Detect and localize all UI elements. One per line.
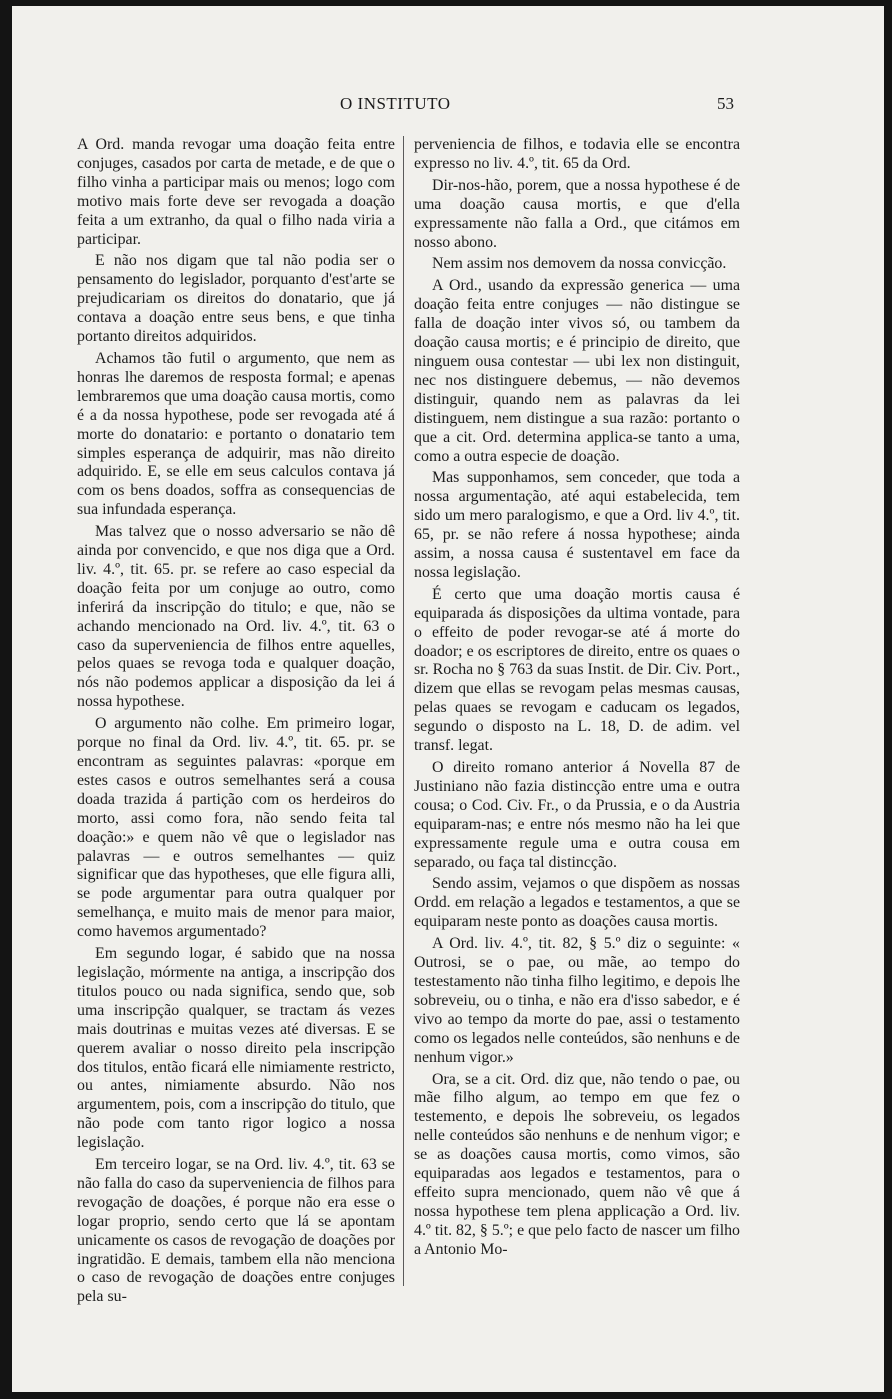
left-column — [77, 136, 395, 1310]
column-divider — [403, 136, 404, 1286]
paragraph: Mas supponhamos, sem conceder, que toda a nossa argumentação, até aqui estabelecida, tem sido um mero paralogismo, e que a Ord. liv 4.º, tit. 65, pr. se não refere á nossa hypothese; ainda assim, a nossa causa é sustentavel em face da nossa legislação. — [414, 469, 740, 581]
paragraph: Em terceiro logar, se na Ord. liv. 4.º, tit. 63 se não falla do caso da superveniencia de filhos para revogação de doações, é porque não era esse o logar proprio, sendo certo que lá se apontam unicamente os casos de revogação de doações por ingratidão. E demais, tambem ella não menciona o caso de revogação de doações entre conjuges pela su- — [77, 1156, 395, 1306]
paragraph: Nem assim nos demovem da nossa convicção. — [432, 255, 727, 273]
paragraph: O argumento não colhe. Em primeiro logar, porque no final da Ord. liv. 4.º, tit. 65. pr. se encontram as seguintes palavras: «porque em estes casos e outros semelhantes será a cousa doada trazida á partição com os herdeiros do morto, assi como fora, não sendo feita tal doação:» e quem não vê que o legislador nas palavras — e outros semelhantes — quiz significar que das hypotheses, que elle figura alli, se pode argumentar para outra qualquer por semelhança, e muito mais de menor para maior, como havemos argumentado? — [77, 715, 395, 941]
running-title: O INSTITUTO — [340, 94, 451, 113]
paragraph: É certo que uma doação mortis causa é equiparada ás disposições da ultima vontade, para o effeito de poder revogar-se até á morte do doador; e os escriptores de direito, entre os quaes o sr. Rocha no § 763 da suas Instit. de Dir. Civ. Port., dizem que ellas se revogam pelas mesmas causas, pelas quaes se revogam e caducam os legados, segundo o disposto na L. 18, D. de adim. vel transf. legat. — [414, 585, 740, 755]
paragraph: perveniencia de filhos, e todavia elle se encontra expresso no liv. 4.º, tit. 65 da Ord. — [414, 136, 740, 172]
paragraph: A Ord., usando da expressão generica — uma doação feita entre conjuges — não distingue se falla de doação inter vivos só, ou tambem da doação causa mortis; e é principio de direito, que ninguem ousa contestar — ubi lex non distinguit, nec nos distinguere debemus, — não devemos distinguir, quando nem as palavras da lei distinguem, nem distingue a sua razão: portanto o que a cit. Ord. determina applica-se tanto a uma, como a outra especie de doação. — [414, 277, 740, 465]
paragraph: Mas talvez que o nosso adversario se não dê ainda por convencido, e que nos diga que a Ord. liv. 4.º, tit. 65. pr. se refere ao caso especial da doação feita por um conjuge ao outro, como inferirá da inscripção do titulo; e que, não se achando mencionado na Ord. liv. 4.º, tit. 63 o caso da superveniencia de filhos entre aquelles, pelos quaes se revoga toda e qualquer doação, nós não podemos applicar a disposição da lei á nossa hypothese. — [77, 523, 395, 711]
paragraph: Ora, se a cit. Ord. diz que, não tendo o pae, ou mãe filho algum, ao tempo em que fez o testemento, e depois lhe sobreveiu, os legados nelle conteúdos são nenhuns e de nenhum vigor; e se as doações causa mortis, como vimos, são equiparadas aos legados e testamentos, para o effeito supra mencionado, quem não vê que á nossa hypothese tem plena applicação a Ord. liv. 4.º tit. 82, § 5.º; e que pelo facto de nascer um filho a Antonio Mo- — [414, 1070, 740, 1258]
paragraph: A Ord. liv. 4.º, tit. 82, § 5.º diz o seguinte: « Outrosi, se o pae, ou mãe, ao tempo do testestamento não tinha filho legitimo, e depois lhe sobreveiu, ou o tinha, e não era d'isso sabedor, e é vivo ao tempo da morte do pae, assi o testamento como os legados nelle conteúdos, são nenhuns e de nenhum vigor.» — [414, 935, 740, 1066]
paragraph: Dir-nos-hão, porem, que a nossa hypothese é de uma doação causa mortis, e que d'ella expressamente não falla a Ord., que citámos em nosso abono. — [414, 176, 740, 251]
paragraph: E não nos digam que tal não podia ser o pensamento do legislador, porquanto d'est'arte se prejudicariam os direitos do donatario, que já contava a doação entre seus bens, e que tinha portanto direitos adquiridos. — [77, 252, 395, 346]
paragraph: A Ord. manda revogar uma doação feita entre conjuges, casados por carta de metade, e de que o filho vinha a participar mais ou menos; logo com motivo mais forte deve ser revogada a doação feita a um extranho, da qual o filho nada viria a participar. — [77, 136, 395, 248]
book-page — [12, 6, 884, 1392]
paragraph: O direito romano anterior á Novella 87 de Justiniano não fazia distincção entre uma e outra cousa; o Cod. Civ. Fr., o da Prussia, e o da Austria equiparam-nas; e entre nós mesmo não ha lei que expressamente regule uma e outra cousa em separado, ou faça tal distincção. — [414, 759, 740, 871]
paragraph: Achamos tão futil o argumento, que nem as honras lhe daremos de resposta formal; e apenas lembraremos que uma doação causa mortis, como é a da nossa hypothese, pode ser revogada até á morte do donatario: e portanto o donatario tem simples esperança de adquirir, mas não direito adquirido. E, se elle em seus calculos contava já com os bens doados, soffra as consequencias de sua infundada esperança. — [77, 349, 395, 519]
page-header — [12, 94, 884, 120]
page-number: 53 — [717, 94, 734, 113]
paragraph: Sendo assim, vejamos o que dispõem as nossas Ordd. em relação a legados e testamentos, a que se equiparam neste ponto as doações causa mortis. — [414, 875, 740, 931]
right-column — [414, 136, 740, 1263]
paragraph: Em segundo logar, é sabido que na nossa legislação, mórmente na antiga, a inscripção dos titulos pouco ou nada significa, sendo que, sob uma inscripção qualquer, se tractam ás vezes mais doutrinas e muitas vezes até diversas. E se querem avaliar o nosso direito pela inscripção dos titulos, então ficará elle nimiamente restricto, ou antes, nimiamente absurdo. Não nos argumentem, pois, com a inscripção do titulo, que não pode com tanto rigor logico a nossa legislação. — [77, 945, 395, 1152]
